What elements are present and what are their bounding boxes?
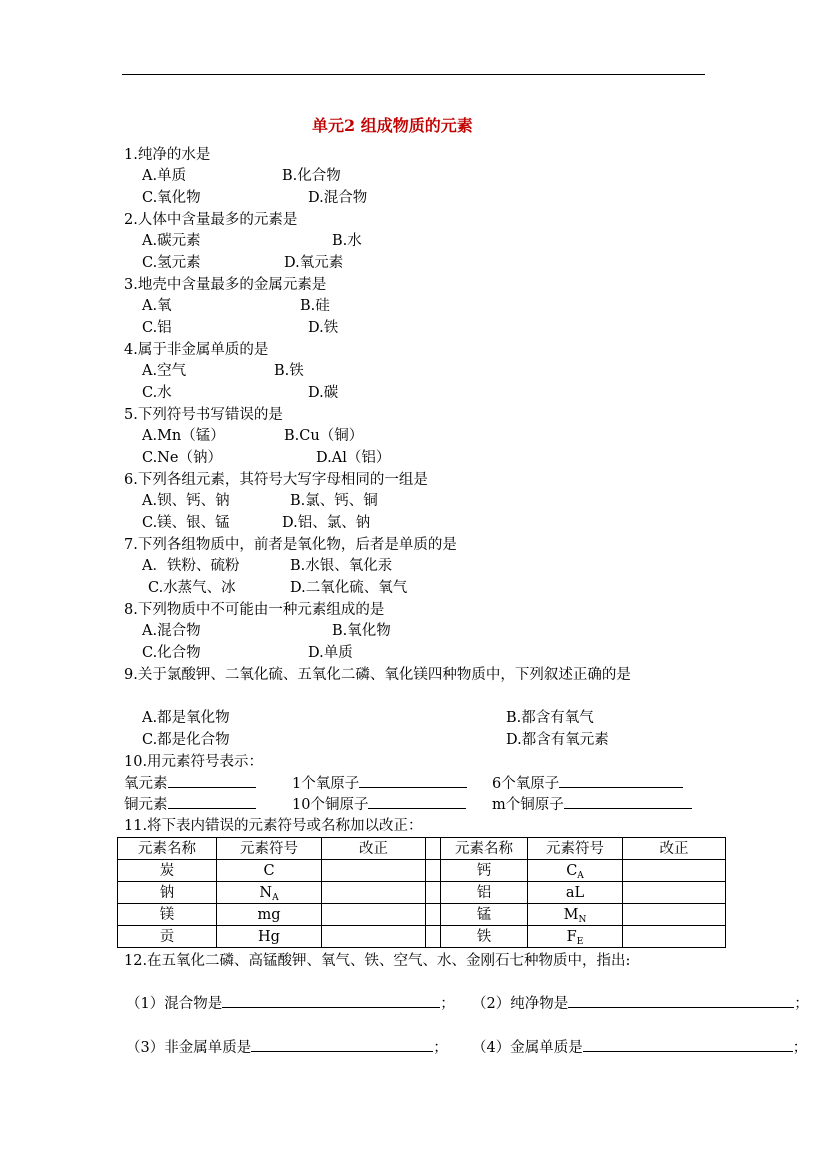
option-d: D.氧元素: [284, 255, 344, 271]
option-d: D.Al（铝）: [316, 450, 391, 466]
option-d: D.铁: [308, 320, 339, 336]
question-stem: 6.下列各组元素，其符号大写字母相同的一组是: [124, 472, 428, 488]
option-b: B.水银、氧化汞: [290, 558, 393, 574]
option-a: A.都是氧化物: [142, 710, 230, 726]
semicolon: ；: [440, 996, 455, 1012]
option-c: C.Ne（钠）: [142, 450, 222, 466]
fill-row: [124, 794, 256, 815]
option-b: B.都含有氧气: [506, 710, 594, 726]
option-b: B.化合物: [282, 168, 341, 184]
column-header: 元素符号: [528, 838, 623, 860]
prompt-label: （2）纯净物是: [472, 996, 569, 1012]
option-b: B.铁: [274, 363, 304, 379]
correction-cell[interactable]: [623, 860, 726, 882]
question-stem: 12.在五氧化二磷、高锰酸钾、氧气、铁、空气、水、金刚石七种物质中，指出:: [124, 953, 631, 969]
element-symbol: $F_E$: [528, 926, 623, 948]
option-c: C.化合物: [142, 645, 201, 661]
correction-cell[interactable]: [623, 926, 726, 948]
question-stem: 4.属于非金属单质的是: [124, 342, 269, 358]
option-d: D.单质: [308, 645, 353, 661]
question-stem: 11.将下表内错误的元素符号或名称加以改正：: [124, 818, 423, 834]
answer-blank[interactable]: [568, 993, 794, 1008]
answer-blank[interactable]: [583, 1037, 793, 1052]
option-c: C.都是化合物: [142, 732, 230, 748]
option-a: A.钡、钙、钠: [142, 493, 230, 509]
option-d: D.碳: [308, 385, 339, 401]
semicolon: ；: [794, 996, 809, 1012]
element-name: 钙: [441, 860, 528, 882]
prompt-label: （1）混合物是: [126, 996, 223, 1012]
option-a: A.单质: [142, 168, 187, 184]
option-c: C.氧化物: [142, 190, 201, 206]
table-row: [118, 860, 726, 882]
header-rule: [122, 74, 705, 75]
fill-row: [126, 993, 455, 1014]
question-stem: 3.地壳中含量最多的金属元素是: [124, 277, 327, 293]
element-correction-table: [117, 837, 726, 948]
option-b: B.Cu（铜）: [284, 428, 364, 444]
answer-blank[interactable]: [559, 773, 683, 788]
option-a: A.空气: [142, 363, 187, 379]
element-symbol: $M_N$: [528, 904, 623, 926]
option-b: B.氯、钙、铜: [290, 493, 378, 509]
option-a: A．铁粉、硫粉: [142, 558, 240, 574]
table-row: [118, 926, 726, 948]
question-stem: 1.纯净的水是: [124, 147, 211, 163]
element-symbol: mg: [217, 904, 322, 926]
table-row: [118, 904, 726, 926]
table-row: [118, 882, 726, 904]
prompt-label: 10个铜原子: [292, 797, 369, 813]
column-header: 改正: [623, 838, 726, 860]
option-a: A.混合物: [142, 623, 201, 639]
option-c: C.氢元素: [142, 255, 201, 271]
answer-blank[interactable]: [168, 794, 256, 809]
table-gap: [426, 904, 441, 926]
question-stem: 10.用元素符号表示：: [124, 754, 264, 770]
correction-cell[interactable]: [322, 926, 426, 948]
option-d: D.铝、氯、钠: [282, 515, 371, 531]
element-symbol: $N_A$: [217, 882, 322, 904]
element-name: 锰: [441, 904, 528, 926]
fill-row: [472, 1037, 807, 1058]
option-b: B.硅: [300, 298, 330, 314]
option-c: C.镁、银、锰: [142, 515, 230, 531]
answer-blank[interactable]: [368, 794, 466, 809]
column-header: 元素名称: [118, 838, 217, 860]
element-name: 贡: [118, 926, 217, 948]
fill-row: [124, 773, 256, 794]
option-c: C.水蒸气、冰: [148, 580, 236, 596]
option-a: A.氧: [142, 298, 172, 314]
answer-blank[interactable]: [359, 773, 467, 788]
prompt-label: （4）金属单质是: [472, 1040, 583, 1056]
option-a: A.碳元素: [142, 233, 201, 249]
option-d: D.混合物: [308, 190, 368, 206]
option-d: D.都含有氧元素: [506, 732, 609, 748]
question-stem: 9.关于氯酸钾、二氧化硫、五氧化二磷、氧化镁四种物质中，下列叙述正确的是: [124, 667, 631, 683]
answer-blank[interactable]: [564, 794, 692, 809]
table-gap: [426, 926, 441, 948]
element-name: 铁: [441, 926, 528, 948]
fill-row: [492, 794, 692, 815]
prompt-label: 1个氧原子: [292, 776, 360, 792]
fill-row: [292, 794, 466, 815]
answer-blank[interactable]: [168, 773, 256, 788]
column-header: 元素符号: [217, 838, 322, 860]
question-stem: 5.下列符号书写错误的是: [124, 407, 283, 423]
option-d: D.二氧化硫、氧气: [290, 580, 408, 596]
prompt-label: 6个氧原子: [492, 776, 560, 792]
column-header: 改正: [322, 838, 426, 860]
semicolon: ；: [792, 1040, 808, 1056]
fill-row: [492, 773, 683, 794]
element-name: 铝: [441, 882, 528, 904]
table-gap: [426, 860, 441, 882]
prompt-label: 氧元素: [124, 776, 168, 792]
fill-row: [126, 1037, 448, 1058]
element-symbol: $C_A$: [528, 860, 623, 882]
column-header: 元素名称: [441, 838, 528, 860]
answer-blank[interactable]: [251, 1037, 433, 1052]
option-b: B.水: [332, 233, 362, 249]
fill-row: [472, 993, 809, 1014]
element-name: 镁: [118, 904, 217, 926]
correction-cell[interactable]: [322, 904, 426, 926]
option-a: A.Mn（锰）: [142, 428, 225, 444]
element-symbol: aL: [528, 882, 623, 904]
table-gap: [426, 838, 441, 860]
element-name: 钠: [118, 882, 217, 904]
correction-cell[interactable]: [623, 904, 726, 926]
prompt-label: （3）非金属单质是: [126, 1040, 252, 1056]
correction-cell[interactable]: [322, 882, 426, 904]
table-header-row: [118, 838, 726, 860]
table-gap: [426, 882, 441, 904]
correction-cell[interactable]: [322, 860, 426, 882]
option-b: B.氧化物: [332, 623, 391, 639]
question-stem: 7.下列各组物质中，前者是氧化物，后者是单质的是: [124, 537, 457, 553]
prompt-label: m个铜原子: [492, 797, 564, 813]
prompt-label: 铜元素: [124, 797, 168, 813]
element-symbol: C: [217, 860, 322, 882]
page-title: 单元2 组成物质的元素: [312, 116, 473, 135]
option-c: C.水: [142, 385, 172, 401]
element-name: 炭: [118, 860, 217, 882]
question-stem: 8.下列物质中不可能由一种元素组成的是: [124, 602, 385, 618]
semicolon: ；: [433, 1040, 448, 1056]
answer-blank[interactable]: [222, 993, 440, 1008]
option-c: C.铝: [142, 320, 172, 336]
question-stem: 2.人体中含量最多的元素是: [124, 212, 298, 228]
correction-cell[interactable]: [623, 882, 726, 904]
fill-row: [292, 773, 467, 794]
element-symbol: Hg: [217, 926, 322, 948]
